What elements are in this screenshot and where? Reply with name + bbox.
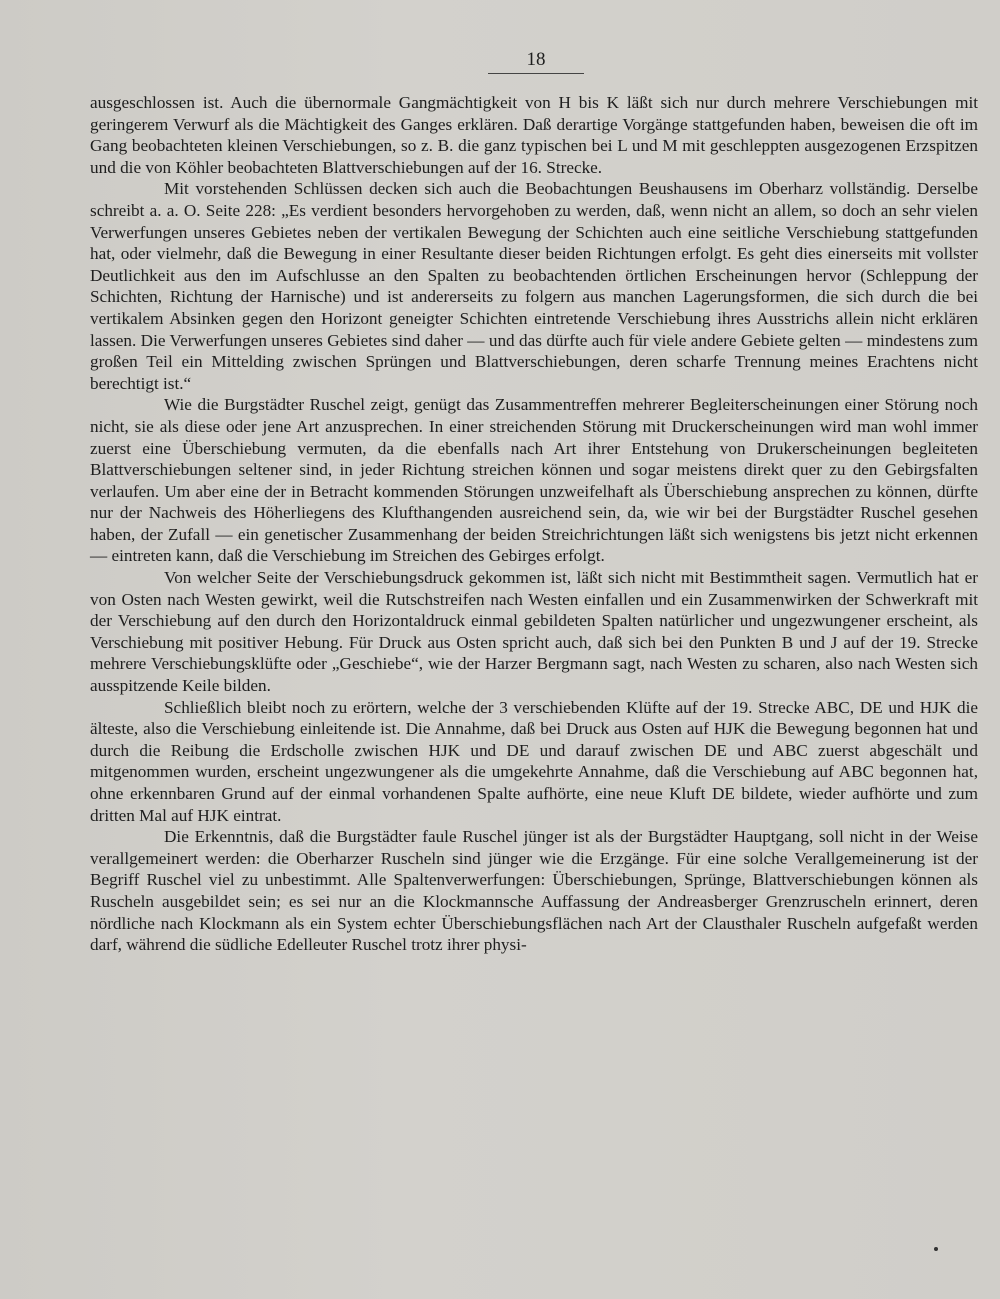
print-speck xyxy=(934,1247,938,1251)
page-number-rule xyxy=(488,73,584,74)
paragraph: Schließlich bleibt noch zu erörtern, welche der 3 verschiebenden Klüfte auf der 19. Strecke ABC, DE und HJK die älteste, also die Verschiebung einleitende ist. Die Annahme, daß bei Druck aus Osten auf HJK die Bewegung begonnen hat und durch die Reibung die Erdscholle zwischen HJK und DE und darauf zwischen DE und ABC zuerst abgeschält und mitgenommen wurden, erscheint ungezwungener als die umgekehrte Annahme, daß die Verschiebung auf ABC begonnen hat, ohne erkennbaren Grund auf der einmal vorhandenen Spalte aufhörte, eine neue Kluft DE bildete, wieder aufhörte und zum dritten Mal auf HJK eintrat. xyxy=(90,697,978,825)
paragraph: Von welcher Seite der Verschiebungsdruck gekommen ist, läßt sich nicht mit Bestimmtheit sagen. Vermutlich hat er von Osten nach Westen gewirkt, weil die Rutschstreifen nach Westen einfallen und ein Zusammenwirken der Schwerkraft mit der Verschiebung auf den durch den Horizontaldruck einmal gebildeten Spalten natürlicher und ungezwungener erscheint, als Verschiebung mit positiver Hebung. Für Druck aus Osten spricht auch, daß sich bei den Punkten B und J auf der 19. Strecke mehrere Verschiebungsklüfte oder „Geschiebe“, wie der Harzer Bergmann sagt, nach Westen zu scharen, also nach Westen sich ausspitzende Keile bilden. xyxy=(90,568,978,696)
paragraph: Die Erkenntnis, daß die Burgstädter faule Ruschel jünger ist als der Burgstädter Hauptgang, soll nicht in der Weise verallgemeinert werden: die Oberharzer Ruscheln sind jünger wie die Erzgänge. Für eine solche Verallgemeinerung ist der Begriff Ruschel viel zu unbestimmt. Alle Spaltenverwerfungen: Überschiebungen, Sprünge, Blattverschiebungen können als Ruscheln ausgebildet sein; es sei nur an die Klockmannsche Auffassung der Andreasberger Grenzruscheln erinnert, deren nördliche nach Klockmann als ein System echter Überschiebungsflächen nach Art der Clausthaler Ruscheln aufgefaßt werden darf, während die südliche Edelleuter Ruschel trotz ihrer physi- xyxy=(90,827,978,955)
page-number: 18 xyxy=(526,49,546,70)
paragraph: Mit vorstehenden Schlüssen decken sich auch die Beobachtungen Beushausens im Oberharz vollständig. Derselbe schreibt a. a. O. Seite 228: „Es verdient besonders hervorgehoben zu werden, daß, wenn nicht an allem, so doch an sehr vielen Verwerfungen unseres Gebietes neben der vertikalen Bewegung der Schichten auch eine seitliche Verschiebung stattgefunden hat, oder vielmehr, daß die Bewegung in einer Resultante dieser beiden Richtungen erfolgt. Es geht dies einerseits mit vollster Deutlichkeit aus den im Aufschlusse an den Spalten zu beobachtenden örtlichen Erscheinungen hervor (Schleppung der Schichten, Richtung der Harnische) und ist andererseits zu folgern aus manchen Lagerungsformen, die sich durch die bei vertikalem Absinken gegen den Horizont geneigter Schichten eintretende Verschiebung ihres Ausstrichs allein nicht erklären lassen. Die Verwerfungen unseres Gebietes sind daher — und das dürfte auch für viele andere Gebiete gelten — mindestens zum großen Teil ein Mittelding zwischen Sprüngen und Blattverschiebungen, deren scharfe Trennung meines Erachtens nicht berechtigt ist.“ xyxy=(90,179,978,393)
body-text xyxy=(90,92,978,956)
paragraph: ausgeschlossen ist. Auch die übernormale Gangmächtigkeit von H bis K läßt sich nur durch mehrere Verschiebungen mit geringerem Verwurf als die Mächtigkeit des Ganges erklären. Daß derartige Vorgänge stattgefunden haben, beweisen die oft im Gang beobachteten kleinen Verschiebungen, so z. B. die ganz typischen bei L und M mit geschleppten ausgezogenen Erzspitzen und die von Köhler beobachteten Blattverschiebungen auf der 16. Strecke. xyxy=(90,93,978,177)
paragraph: Wie die Burgstädter Ruschel zeigt, genügt das Zusammentreffen mehrerer Begleiterscheinungen einer Störung noch nicht, sie als diese oder jene Art anzusprechen. In einer streichenden Störung mit Druckerscheinungen wird man wohl immer zuerst eine Überschiebung vermuten, da die ebenfalls nach Art ihrer Entstehung von Drukerscheinungen begleiteten Blattverschiebungen seltener sind, in jeder Richtung streichen können und sogar meistens direkt quer zu den Gebirgsfalten verlaufen. Um aber eine der in Betracht kommenden Störungen unzweifelhaft als Überschiebung ansprechen zu können, dürfte nur der Nachweis des Höherliegens des Klufthangenden ausreichend sein, da, wie wir bei der Burgstädter Ruschel gesehen haben, der Zufall — ein genetischer Zusammenhang der beiden Streichrichtungen läßt sich wenigstens bis jetzt nicht erkennen — eintreten kann, daß die Verschiebung im Streichen des Gebirges erfolgt. xyxy=(90,395,978,566)
